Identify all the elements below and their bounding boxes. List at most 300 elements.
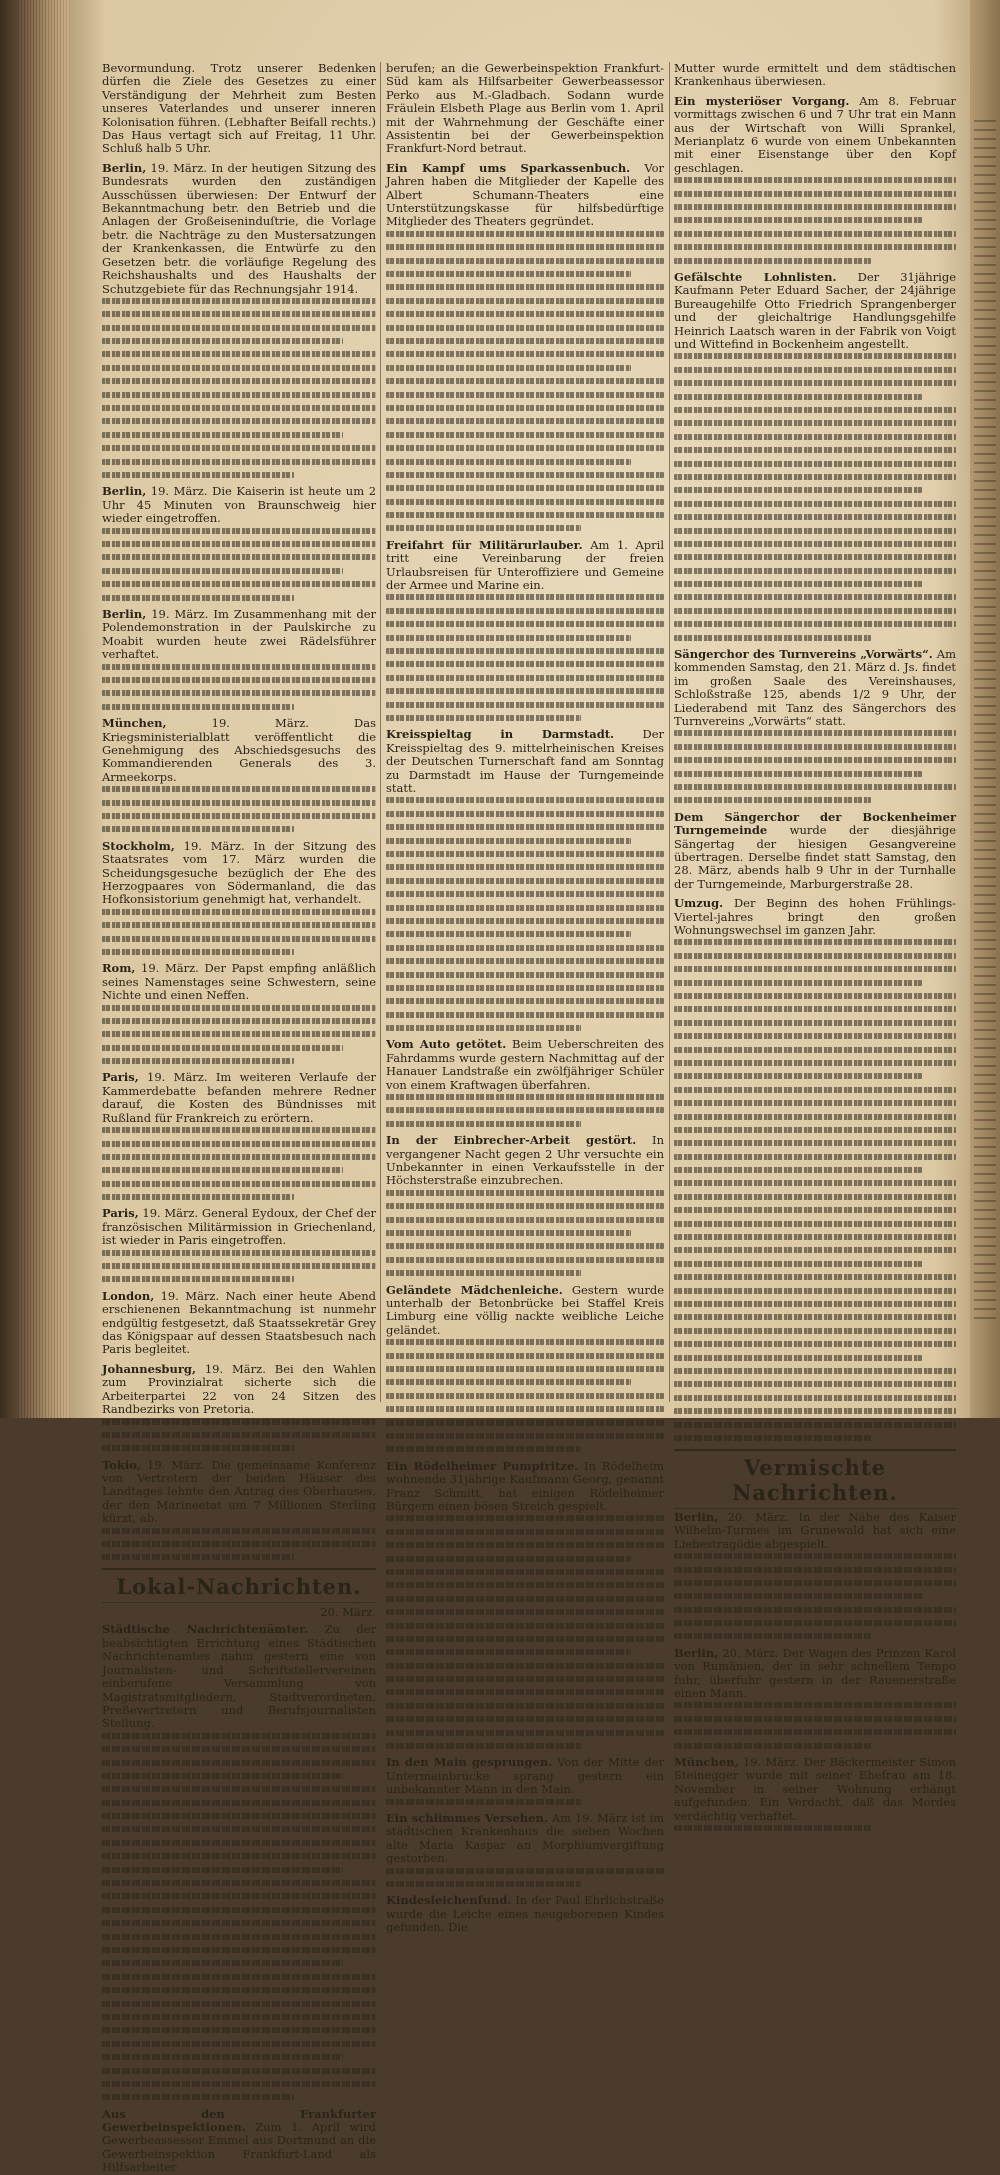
illegible-text-line xyxy=(386,284,664,290)
article-text xyxy=(102,1459,376,1526)
article-body: In vergangener Nacht gegen 2 Uhr versuchte ein Unbekannter in einen Verkaufsstelle in der Höchsterstraße einzubrechen. xyxy=(386,1133,664,1188)
illegible-text-line xyxy=(386,445,664,451)
article-text xyxy=(386,539,664,593)
illegible-text-line xyxy=(102,418,376,424)
article xyxy=(102,717,376,832)
illegible-text-line xyxy=(386,715,581,721)
illegible-text-line xyxy=(386,1190,664,1196)
illegible-text-line xyxy=(102,1760,376,1766)
illegible-text-line xyxy=(386,1716,664,1722)
illegible-text-line xyxy=(102,949,294,955)
illegible-text-line xyxy=(102,1773,343,1779)
article-body: In der Paul Ehrlichstraße wurde die Leiche eines neugeborenen Kindes gefunden. Die xyxy=(386,1893,665,1935)
illegible-text-line xyxy=(674,730,956,736)
newspaper-page xyxy=(70,0,970,2175)
article-text xyxy=(102,485,376,525)
illegible-text-line xyxy=(102,554,376,560)
illegible-text-line xyxy=(386,675,664,681)
illegible-text-line xyxy=(386,851,664,857)
illegible-text-line xyxy=(386,298,664,304)
article xyxy=(674,95,956,264)
column-rule xyxy=(669,62,670,1402)
article-body: Der Kreisspieltag des 9. mittelrheinischen Kreises der Deutschen Turnerschaft fand am Sonntag zu Darmstadt im Hause der Turngemeinde statt. xyxy=(386,727,664,796)
illegible-text-line xyxy=(386,1217,664,1223)
illegible-text-line xyxy=(102,922,376,928)
illegible-text-line xyxy=(674,1288,956,1294)
illegible-text-line xyxy=(674,217,922,223)
illegible-text-line xyxy=(674,1301,956,1307)
illegible-text-line xyxy=(386,838,631,844)
illegible-text-line xyxy=(102,1974,376,1980)
article-body: Am kommenden Samstag, den 21. März d. Js. findet im großen Saale des Vereinshauses, Schloßstraße 125, abends 1/2 9 Uhr, der Liederabend mit Tanz des Sängerchors des Turnvereins „Vorwärts“ statt. xyxy=(674,647,957,729)
article-body: In Rödelheim wohnende 31jährige Kaufmann Georg, genannt Franz Schmitt, hat einigen Rödelheimer Bürgern einen bösen Streich gespielt. xyxy=(386,1458,665,1513)
illegible-text-line xyxy=(102,1826,376,1832)
illegible-text-line xyxy=(386,499,664,505)
illegible-text-line xyxy=(386,1730,664,1736)
illegible-text-line xyxy=(386,648,664,654)
article xyxy=(102,1623,376,2100)
illegible-text-line xyxy=(386,512,664,518)
page-stack-edge xyxy=(18,0,70,1418)
illegible-text-line xyxy=(674,1314,956,1320)
article-lead: Ein schlimmes Versehen. xyxy=(386,1811,548,1826)
illegible-text-line xyxy=(386,1094,664,1100)
illegible-text-line xyxy=(674,528,956,534)
illegible-text-line xyxy=(674,1020,956,1026)
article-lead: Berlin, xyxy=(102,484,147,499)
article-text xyxy=(674,271,956,351)
illegible-text-line xyxy=(102,472,294,478)
illegible-text-line xyxy=(674,420,956,426)
article xyxy=(102,608,376,710)
illegible-text-line xyxy=(102,1960,343,1966)
illegible-text-line xyxy=(674,980,922,986)
illegible-text-line xyxy=(102,1813,376,1819)
article-lead: Gefälschte Lohnlisten. xyxy=(674,269,837,284)
illegible-text-line xyxy=(386,1366,664,1372)
article-lead: Berlin, xyxy=(674,1509,719,1524)
illegible-text-line xyxy=(674,1167,922,1173)
illegible-text-line xyxy=(102,1419,376,1425)
illegible-text-line xyxy=(386,1799,581,1805)
illegible-text-line xyxy=(386,1649,631,1655)
illegible-text-line xyxy=(102,392,376,398)
illegible-text-line xyxy=(674,1274,956,1280)
illegible-text-line xyxy=(386,824,664,830)
article xyxy=(102,840,376,955)
article xyxy=(102,62,376,156)
illegible-text-line xyxy=(386,459,631,465)
illegible-text-line xyxy=(386,891,664,897)
illegible-text-line xyxy=(102,786,376,792)
illegible-text-line xyxy=(674,1047,956,1053)
illegible-text-line xyxy=(386,1582,664,1588)
illegible-text-line xyxy=(102,1154,376,1160)
article-body: Am 1. April tritt eine Vereinbarung der freien Urlaubsreisen für Unteroffiziere und Gemeine der Armee und Marine ein. xyxy=(386,537,665,593)
illegible-text-line xyxy=(386,338,664,344)
article-lead: Aus den Frankfurter Gewerbeinspektionen. xyxy=(102,2106,376,2135)
article-body: Von der Mitte der Untermainbrücke sprang gestern ein unbekannter Mann in den Main. xyxy=(386,1755,664,1797)
illegible-text-line xyxy=(386,325,664,331)
article-text xyxy=(386,728,664,795)
article-body: 19. März. Bei den Wahlen zum Provinzialrat sicherte sich die Arbeiterpartei 22 von 24 Sitzen des Randbezirks von Pretoria. xyxy=(102,1361,376,1417)
article-body: Zum 1. April wird Gewerbeassessor Emmel aus Dortmund an die Gewerbeinspektion Frankfurt-Land als Hilfsarbeiter xyxy=(102,2120,376,2175)
illegible-text-line xyxy=(674,1127,956,1133)
illegible-text-line xyxy=(386,1393,664,1399)
facing-page-text-strip xyxy=(974,120,996,1320)
illegible-text-line xyxy=(102,1250,376,1256)
article-lead: München, xyxy=(102,716,167,731)
article-text xyxy=(102,608,376,662)
illegible-text-line xyxy=(386,1529,664,1535)
illegible-text-line xyxy=(674,1553,956,1559)
illegible-text-line xyxy=(386,608,664,614)
illegible-text-line xyxy=(386,1868,664,1874)
illegible-text-line xyxy=(102,1276,294,1282)
article-text xyxy=(386,1894,664,1934)
article-lead: München, xyxy=(674,1755,739,1770)
illegible-text-line xyxy=(102,1263,376,1269)
article-text xyxy=(674,95,956,175)
illegible-text-line xyxy=(386,918,664,924)
illegible-text-line xyxy=(674,1207,956,1213)
illegible-text-line xyxy=(386,594,664,600)
illegible-text-line xyxy=(386,1420,664,1426)
article xyxy=(102,1071,376,1200)
illegible-text-line xyxy=(386,271,631,277)
illegible-text-line xyxy=(102,1554,294,1560)
article-text xyxy=(386,1284,664,1338)
illegible-text-line xyxy=(102,1907,376,1913)
illegible-text-line xyxy=(102,1018,376,1024)
illegible-text-line xyxy=(674,1341,956,1347)
illegible-text-line xyxy=(102,581,376,587)
illegible-text-line xyxy=(386,1257,664,1263)
article-body: Der Beginn des hohen Frühlings-Viertel-jahres bringt den großen Wohnungswechsel im ganzen Jahr. xyxy=(674,896,957,938)
illegible-text-line xyxy=(674,380,956,386)
article xyxy=(674,1647,956,1749)
illegible-text-line xyxy=(386,1596,664,1602)
illegible-text-line xyxy=(386,244,664,250)
article-lead: Berlin, xyxy=(102,160,147,175)
article-lead: London, xyxy=(102,1288,155,1303)
illegible-text-line xyxy=(102,664,376,670)
illegible-text-line xyxy=(386,1542,664,1548)
illegible-text-line xyxy=(386,878,664,884)
illegible-text-line xyxy=(386,811,664,817)
article-body: 19. März. In der heutigen Sitzung des Bundesrats wurden den zuständigen Ausschüssen überwiesen: Der Entwurf der Bekanntmachung betr. den Betrieb und die Anlagen der Großeiseninduſtrie, die Vorlage betr. die Nachträge zu den Mustersatzungen der Krankenkassen, die Entwürfe zu den Gesetzen betr. die vorläufige Regelung des Reichshaushalts und des Haushalts der Schutzgebiete für das Rechnungsjahr 1914. xyxy=(102,160,376,296)
illegible-text-line xyxy=(102,528,376,534)
article-lead: Umzug. xyxy=(674,896,724,911)
illegible-text-line xyxy=(674,1422,956,1428)
article-text xyxy=(674,897,956,937)
article xyxy=(386,728,664,1031)
illegible-text-line xyxy=(674,635,871,641)
book-binding xyxy=(0,0,70,1418)
illegible-text-line xyxy=(386,1012,664,1018)
article xyxy=(386,1812,664,1887)
illegible-text-line xyxy=(674,1247,956,1253)
article-body: 20. März. Der Wagen des Prinzen Karol von Rumänien, der in sehr schnellem Tempo fuhr, überfuhr gestern in der Rauenerstraße einen Mann. xyxy=(674,1645,957,1701)
illegible-text-line xyxy=(386,351,664,357)
illegible-text-line xyxy=(674,1140,956,1146)
illegible-text-line xyxy=(102,1127,376,1133)
illegible-text-line xyxy=(102,2001,376,2007)
article-body: 19. März. Nach einer heute Abend erschienenen Bekanntmachung ist nunmehr endgültig festgesetzt, daß Staatssekretär Grey das Königspaar auf dessen Staatsbesuch nach Paris begleitet. xyxy=(102,1288,377,1357)
illegible-text-line xyxy=(386,1663,664,1669)
article-lead: Paris, xyxy=(102,1206,139,1221)
illegible-text-line xyxy=(102,445,376,451)
illegible-text-line xyxy=(102,813,376,819)
article xyxy=(674,1756,956,1831)
illegible-text-line xyxy=(102,1005,376,1011)
illegible-text-line xyxy=(386,1406,664,1412)
article-text xyxy=(386,162,664,229)
article-text xyxy=(674,811,956,891)
illegible-text-line xyxy=(102,298,376,304)
illegible-text-line xyxy=(102,2027,376,2033)
illegible-text-line xyxy=(102,690,376,696)
illegible-text-line xyxy=(386,1230,631,1236)
article-text xyxy=(102,1207,376,1247)
illegible-text-line xyxy=(674,1100,956,1106)
article-lead: Berlin, xyxy=(674,1645,719,1660)
illegible-text-line xyxy=(674,554,956,560)
article-lead: Johannesburg, xyxy=(102,1361,196,1376)
illegible-text-line xyxy=(386,1743,581,1749)
illegible-text-line xyxy=(674,1580,956,1586)
article-body: Zu der beabsichtigten Errichtung eines Städtischen Nachrichtenamtes nahm gestern eine von Journalisten- und Schriftstellervereinen einberufene Versammlung von Magistratsmitgliedern, Stadtverordneten, Preßevertretern und Berufsjournalisten Stellung. xyxy=(102,1622,377,1731)
illegible-text-line xyxy=(674,514,956,520)
article xyxy=(674,648,956,803)
illegible-text-line xyxy=(386,1703,664,1709)
illegible-text-line xyxy=(386,1353,664,1359)
article xyxy=(386,1038,664,1126)
illegible-text-line xyxy=(102,1947,376,1953)
illegible-text-line xyxy=(674,353,956,359)
illegible-text-line xyxy=(674,177,956,183)
illegible-text-line xyxy=(674,1743,871,1749)
article-body: Gestern wurde unterhalb der Betonbrücke bei Staffel Kreis Limburg eine völlig nackte weibliche Leiche geländet. xyxy=(386,1282,665,1337)
illegible-text-line xyxy=(674,1114,956,1120)
illegible-text-line xyxy=(386,905,664,911)
article-lead: Rom, xyxy=(102,961,136,976)
illegible-text-line xyxy=(674,231,956,237)
illegible-text-line xyxy=(386,1121,581,1127)
article-lead: In der Einbrecher-Arbeit gestört. xyxy=(386,1133,637,1148)
section-title: Vermischte Nachrichten. xyxy=(674,1449,956,1509)
article-text xyxy=(674,62,956,89)
illegible-text-line xyxy=(102,568,343,574)
facing-page-edge xyxy=(970,0,1000,1418)
illegible-text-line xyxy=(674,1408,956,1414)
article-text xyxy=(102,1071,376,1125)
article xyxy=(386,1134,664,1276)
illegible-text-line xyxy=(674,1006,956,1012)
illegible-text-line xyxy=(102,800,376,806)
article-body: Mutter wurde ermittelt und dem städtischen Krankenhaus überwiesen. xyxy=(674,61,956,89)
article xyxy=(386,1894,664,1934)
illegible-text-line xyxy=(674,204,956,210)
illegible-text-line xyxy=(674,1368,956,1374)
article-body: Bevormundung. Trotz unserer Bedenken dürfen die Ziele des Gesetzes zu einer Verständigung der Mehrheit zum Besten unseres Vaterlandes und unserer inneren Kolonisation führen. (Lebhafter Beifall rechts.) Das Haus vertagt sich auf Freitag, 11 Uhr. Schluß halb 5 Uhr. xyxy=(102,61,376,156)
illegible-text-line xyxy=(386,485,664,491)
illegible-text-line xyxy=(386,797,664,803)
article xyxy=(674,811,956,891)
article xyxy=(386,162,664,532)
article-lead: Paris, xyxy=(102,1070,139,1085)
illegible-text-line xyxy=(102,1880,376,1886)
illegible-text-line xyxy=(674,1395,956,1401)
illegible-text-line xyxy=(102,1181,376,1187)
illegible-text-line xyxy=(102,459,376,465)
illegible-text-line xyxy=(386,231,664,237)
illegible-text-line xyxy=(102,378,376,384)
illegible-text-line xyxy=(386,972,664,978)
article xyxy=(674,271,956,641)
section-title: Lokal-Nachrichten. xyxy=(102,1568,376,1603)
article-text xyxy=(102,717,376,784)
illegible-text-line xyxy=(386,1881,581,1887)
illegible-text-line xyxy=(102,432,343,438)
article-text xyxy=(386,62,664,156)
illegible-text-line xyxy=(674,1087,956,1093)
article-text xyxy=(102,62,376,156)
illegible-text-line xyxy=(674,1355,922,1361)
article-body: 19. März. Das Kriegsministerialblatt veröffentlicht die Genehmigung des Abschiedsgesuchs des Kommandierenden Generals des 3. Armeekorps. xyxy=(102,716,377,784)
article-lead: Ein Kampf ums Sparkassenbuch. xyxy=(386,160,631,175)
column-rule xyxy=(380,62,381,1402)
article xyxy=(386,539,664,721)
illegible-text-line xyxy=(674,1261,922,1267)
article xyxy=(674,1511,956,1640)
illegible-text-line xyxy=(386,418,664,424)
article-lead: Vom Auto getötet. xyxy=(386,1037,507,1052)
article xyxy=(674,897,956,1441)
illegible-text-line xyxy=(386,958,664,964)
article-lead: Ein Rödelheimer Pumpfritze. xyxy=(386,1458,579,1473)
illegible-text-line xyxy=(102,1746,376,1752)
illegible-text-line xyxy=(386,1433,664,1439)
article-text xyxy=(102,962,376,1002)
illegible-text-line xyxy=(674,953,956,959)
article xyxy=(102,2108,376,2175)
article xyxy=(102,962,376,1064)
article-text xyxy=(674,1511,956,1551)
illegible-text-line xyxy=(674,1221,956,1227)
illegible-text-line xyxy=(102,1432,376,1438)
article xyxy=(386,1284,664,1453)
illegible-text-line xyxy=(674,939,956,945)
illegible-text-line xyxy=(386,1339,664,1345)
illegible-text-line xyxy=(674,1381,956,1387)
illegible-text-line xyxy=(102,677,376,683)
illegible-text-line xyxy=(386,661,664,667)
illegible-text-line xyxy=(674,784,956,790)
illegible-text-line xyxy=(674,568,956,574)
article-lead: Berlin, xyxy=(102,606,147,621)
illegible-text-line xyxy=(674,1633,871,1639)
illegible-text-line xyxy=(386,1676,664,1682)
illegible-text-line xyxy=(102,2081,376,2087)
illegible-text-line xyxy=(674,1593,922,1599)
article-text xyxy=(674,648,956,728)
illegible-text-line xyxy=(674,474,956,480)
article-lead: Kreisspieltag in Darmstadt. xyxy=(386,727,615,742)
illegible-text-line xyxy=(386,1689,664,1695)
article xyxy=(102,162,376,478)
article-lead: Kindesleichenfund. xyxy=(386,1893,512,1908)
article-text xyxy=(386,1038,664,1092)
illegible-text-line xyxy=(102,1194,294,1200)
illegible-text-line xyxy=(102,2041,376,2047)
article-text xyxy=(674,1647,956,1701)
illegible-text-line xyxy=(386,1243,664,1249)
illegible-text-line xyxy=(386,985,664,991)
illegible-text-line xyxy=(386,864,664,870)
illegible-text-line xyxy=(102,311,376,317)
illegible-text-line xyxy=(386,392,664,398)
column-3 xyxy=(674,61,957,1823)
illegible-text-line xyxy=(102,325,376,331)
illegible-text-line xyxy=(386,1636,664,1642)
illegible-text-line xyxy=(674,1729,956,1735)
article-lead: Freifahrt für Militärurlauber. xyxy=(386,537,583,552)
illegible-text-line xyxy=(674,621,956,627)
article-body: 19. März. Im weiteren Verlaufe der Kammerdebatte befanden mehrere Redner darauf, die Kosten des Bündnisses mit Rußland für Frankreich zu erörtern. xyxy=(102,1070,376,1125)
illegible-text-line xyxy=(102,2054,343,2060)
article-lead: Dem Sängerchor der Bockenheimer Turngemeinde xyxy=(674,809,956,838)
article-body: 19. März. Im Zusammenhang mit der Polendemonstration in der Paulskirche zu Moabit wurden heute zwei Rädelsführer verhaftet. xyxy=(102,606,377,662)
illegible-text-line xyxy=(386,1107,664,1113)
article xyxy=(102,1459,376,1561)
illegible-text-line xyxy=(386,621,664,627)
illegible-text-line xyxy=(674,1060,956,1066)
article-text xyxy=(102,1623,376,1730)
illegible-text-line xyxy=(102,826,294,832)
article-body: Der 31jährige Kaufmann Peter Eduard Sacher, der 24jährige Bureaugehilfe Otto Friedrich Sprangenberger und der gleichaltrige Handlungsgehilfe Heinrich Laatsch waren in der Fabrik von Voigt und Wittefind in Bockenheim angestellt. xyxy=(674,269,957,352)
illegible-text-line xyxy=(102,936,376,942)
illegible-text-line xyxy=(102,1786,376,1792)
article-body: wurde der diesjährige Sängertag der hiesigen Gesangvereine übertragen. Derselbe findet statt Samstag, den 28. März, abends halb 9 Uhr in der Turnhalle der Turngemeinde, Marburgerstraße 28. xyxy=(674,823,957,891)
illegible-text-line xyxy=(674,1154,956,1160)
column-1 xyxy=(102,61,377,2175)
article-text xyxy=(386,1812,664,1866)
illegible-text-line xyxy=(102,1141,376,1147)
illegible-text-line xyxy=(674,594,956,600)
illegible-text-line xyxy=(674,797,871,803)
illegible-text-line xyxy=(386,1609,664,1615)
illegible-text-line xyxy=(674,461,956,467)
illegible-text-line xyxy=(102,1800,376,1806)
illegible-text-line xyxy=(102,1045,343,1051)
article-lead: Tokio, xyxy=(102,1457,141,1472)
illegible-text-line xyxy=(386,432,664,438)
article xyxy=(386,1756,664,1804)
illegible-text-line xyxy=(674,1194,956,1200)
article-lead: In den Main gesprungen. xyxy=(386,1755,553,1770)
illegible-text-line xyxy=(674,407,956,413)
illegible-text-line xyxy=(674,501,956,507)
illegible-text-line xyxy=(102,338,343,344)
illegible-text-line xyxy=(102,1058,294,1064)
illegible-text-line xyxy=(386,365,631,371)
article-text xyxy=(102,1363,376,1417)
illegible-text-line xyxy=(102,405,376,411)
illegible-text-line xyxy=(102,1893,376,1899)
illegible-text-line xyxy=(386,1446,581,1452)
illegible-text-line xyxy=(102,2094,294,2100)
